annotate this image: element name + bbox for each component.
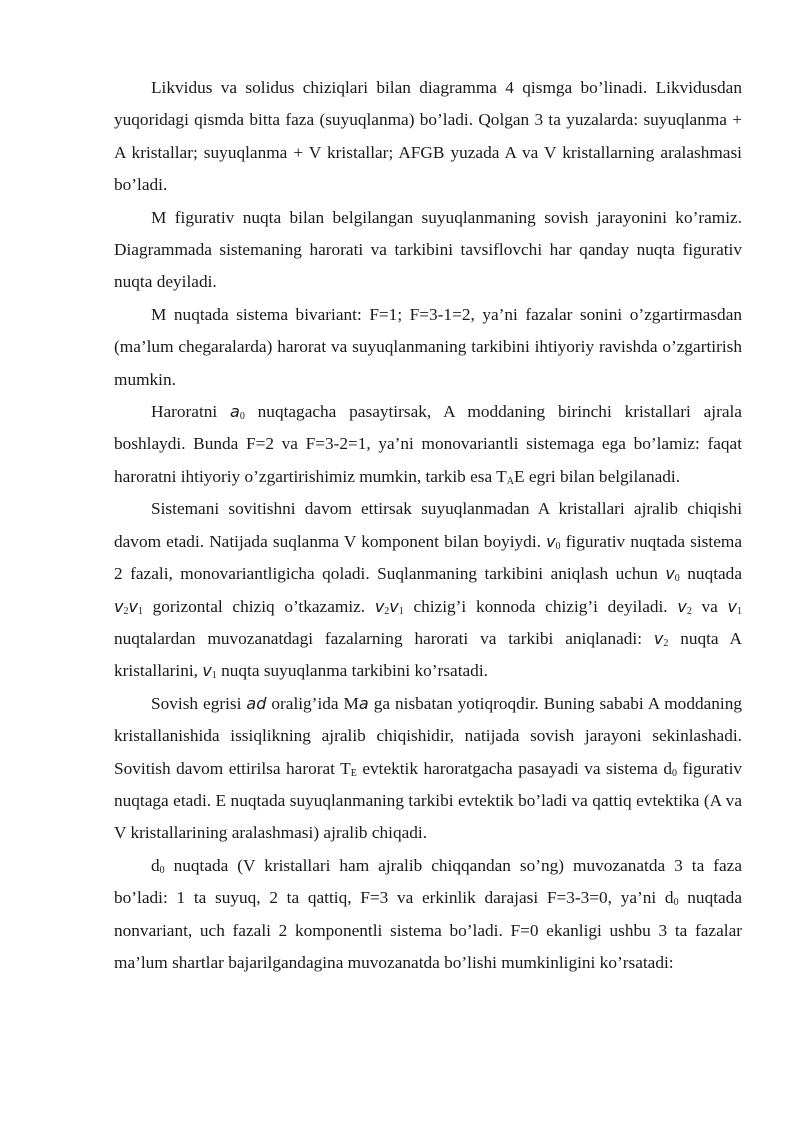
subscript: 1 xyxy=(737,605,742,617)
text-run: Sistemani sovitishni davom ettirsak suyuqlanmadan A kristallari ajralib chiqishi davom etadi. Natijada suqlanma V komponent bilan boyiydi. xyxy=(114,499,742,551)
text-run: E egri bilan belgilanadi. xyxy=(513,466,681,486)
text-run: nuqta suyuqlanma tarkibini ko’rsatadi. xyxy=(216,661,488,681)
subscript: 1 xyxy=(137,605,143,617)
text-run: gorizontal chiziq o’tkazamiz. xyxy=(142,596,375,616)
text-run: Haroratni xyxy=(151,402,231,422)
symbol-v: v xyxy=(202,661,212,681)
paragraph-diagram-regions: Likvidus va solidus chiziqlari bilan diagramma 4 qismga bo’linadi. Likvidusdan yuqoridagi qismda bitta faza (suyuqlanma) bo’ladi. Qolgan 3 ta yuzalarda: suyuqlanma + A kristallar; suyuqlanma + V kristallar; AFGB yuzada A va V kristallarning aralashmasi bo’ladi. xyxy=(114,78,742,195)
subscript: 1 xyxy=(211,670,217,682)
text-run: Sovish egrisi xyxy=(151,693,247,713)
paragraph-bivariant: M nuqtada sistema bivariant: F=1; F=3-1=2, ya’ni fazalar sonini o’zgartirmasdan (ma’lum chegaralarda) harorat va suyuqlanmaning tarkibini ihtiyoriy ravishda o’zgartirish mumkin. xyxy=(114,304,742,389)
text-run: figurativ nuqtaga etadi. E nuqtada suyuqlanmaning tarkibi evtektik bo’ladi va qattiq evtektika (A va V kristallarining aralashmasi) ajralib chiqadi. xyxy=(114,758,743,843)
symbol-v: v xyxy=(677,596,687,616)
text-run: evtektik haroratgacha pasayadi va sistema d xyxy=(356,758,672,778)
subscript: 2 xyxy=(123,605,129,617)
symbol-v: v xyxy=(374,596,385,616)
symbol-v: v xyxy=(727,596,737,616)
symbol-v: v xyxy=(665,564,675,584)
symbol-v: v xyxy=(389,596,399,616)
text-run: nuqtalardan muvozanatdagi fazalarning harorati va tarkibi aniqlanadi: xyxy=(114,628,654,648)
subscript: 2 xyxy=(384,605,390,617)
subscript: A xyxy=(506,475,514,487)
subscript: 0 xyxy=(672,767,677,779)
text-run: nuqtada (V kristallari ham ajralib chiqqandan so’ng) muvozanatda 3 ta faza bo’ladi: 1 ta suyuq, 2 ta qattiq, F=3 va erkinlik darajasi F=3-3=0, ya’ni d xyxy=(114,855,742,908)
text-run: figurativ nuqtada sistema 2 fazali, monovariantligicha qoladi. Suqlanmaning tarkibini aniqlash uchun xyxy=(114,531,742,584)
paragraph-cooling-curve xyxy=(114,688,742,850)
symbol-v: v xyxy=(653,628,664,648)
text-run: d xyxy=(151,855,160,875)
paragraph-figurative-point: M figurativ nuqta bilan belgilangan suyuqlanmaning sovish jarayonini ko’ramiz. Diagrammada sistemaning harorati va tarkibini tavsiflovchi har qanday nuqta figurativ nuqta deyiladi. xyxy=(114,207,742,292)
symbol-v: v xyxy=(546,531,556,551)
symbol-v: v xyxy=(114,596,124,616)
symbol-v: v xyxy=(128,596,138,616)
symbol-a: a xyxy=(230,402,240,422)
paragraph-nonvariant xyxy=(114,850,742,980)
symbol-a: a xyxy=(358,693,369,713)
subscript: 0 xyxy=(673,897,679,909)
symbol-ad: ad xyxy=(246,693,267,713)
text-run: nuqtada xyxy=(679,564,742,584)
text-run: nuqtada nonvariant, uch fazali 2 komponentli sistema bo’ladi. F=0 ekanligi ushbu 3 ta fazalar ma’lum shartlar bajarilgandagina muvozanatda bo’lishi mumkinligini ko’rsatadi: xyxy=(114,888,742,972)
text-run: nuqta A kristallarini, xyxy=(114,628,743,681)
paragraph-konnoda-line xyxy=(114,493,742,687)
text-run: va xyxy=(691,596,728,616)
text-run: ga nisbatan yotiqroqdir. Buning sababi A moddaning kristallanishida issiqlikning ajralib chiqishidir, natijada sovish jarayoni sekinlashadi. Sovitish davom ettirilsa harorat T xyxy=(114,693,742,778)
document-page xyxy=(114,72,742,979)
subscript: 0 xyxy=(674,573,680,585)
subscript: 0 xyxy=(159,864,165,876)
text-run: chizig’i konnoda chizig’i deyiladi. xyxy=(403,596,678,616)
subscript: E xyxy=(350,767,357,779)
subscript: 1 xyxy=(398,605,404,617)
subscript: 2 xyxy=(686,605,692,617)
subscript: 2 xyxy=(663,637,669,649)
text-run: oralig’ida M xyxy=(266,693,359,713)
text-run: nuqtagacha pasaytirsak, A moddaning birinchi kristallari ajrala boshlaydi. Bunda F=2 va F=3-2=1, ya’ni monovariantli sistemaga ega bo’lamiz: faqat haroratni ihtiyoriy o’zgartirishimiz mumkin, tarkib esa T xyxy=(114,402,742,486)
subscript: 0 xyxy=(555,540,561,552)
paragraph-monovariant xyxy=(114,396,742,493)
subscript: 0 xyxy=(239,411,245,423)
